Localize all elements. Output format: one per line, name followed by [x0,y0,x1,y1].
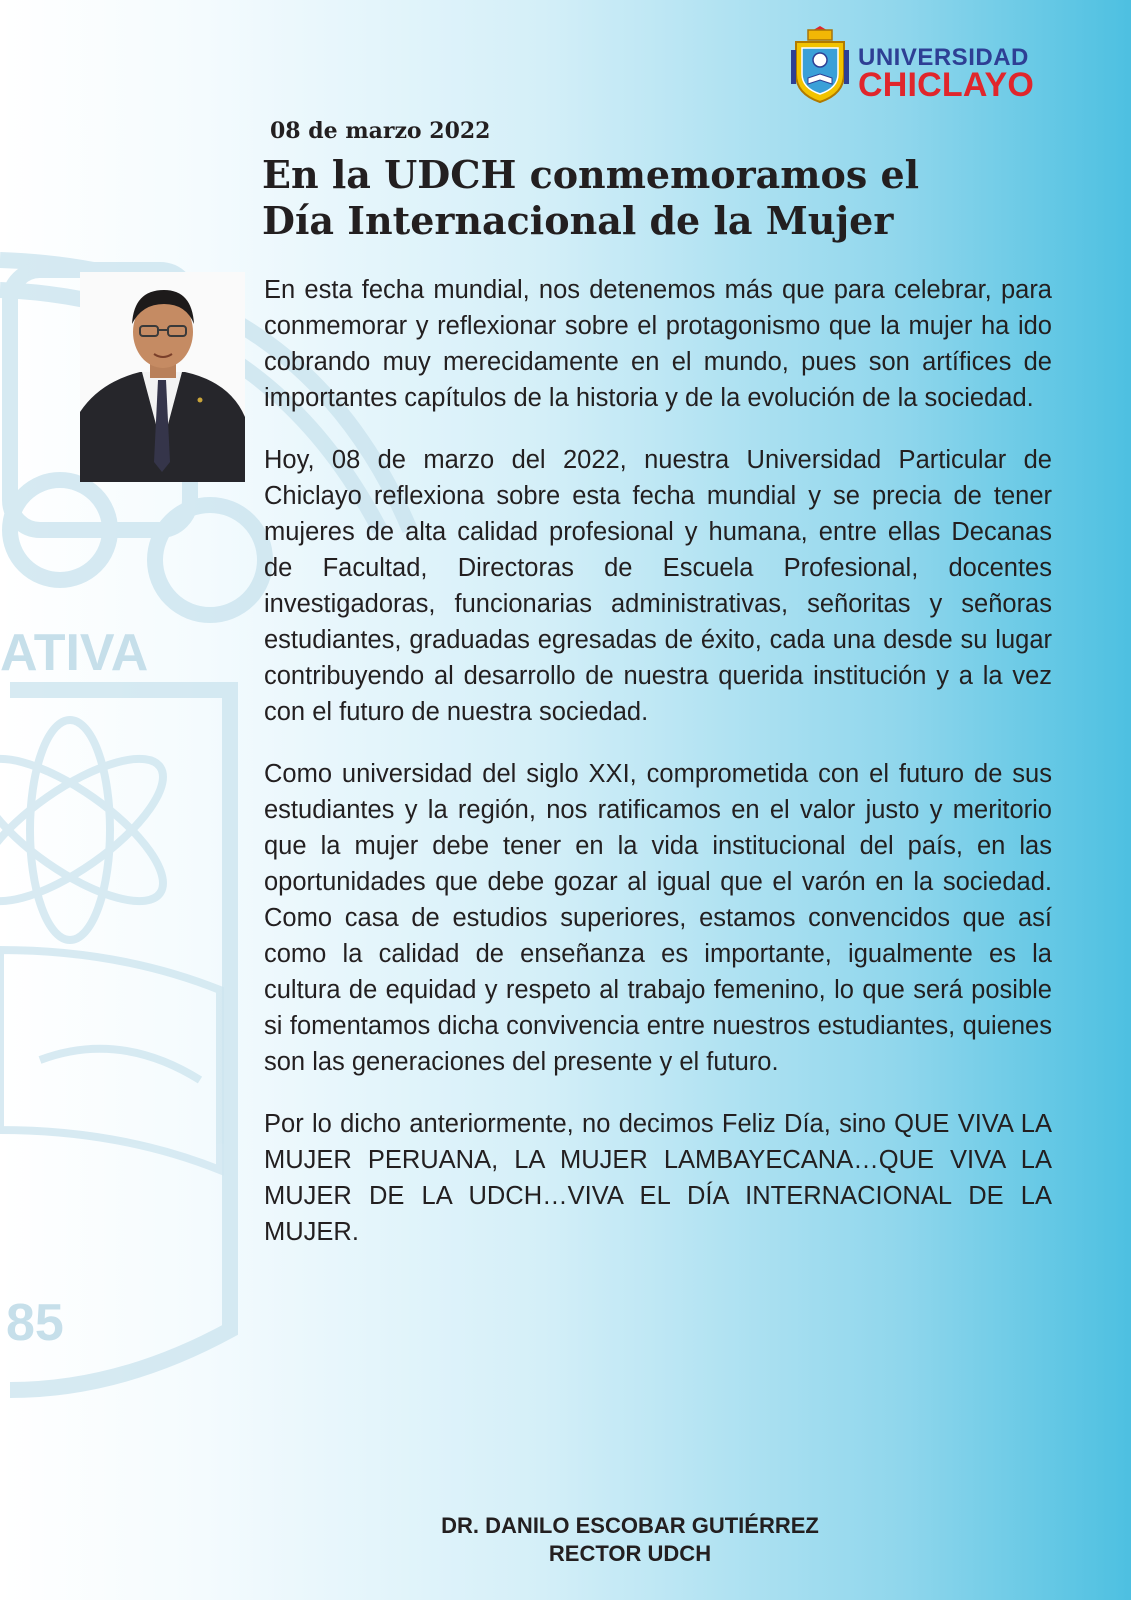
signatory-role: RECTOR UDCH [548,1541,712,1566]
signatory-name: DR. DANILO ESCOBAR GUTIÉRREZ [441,1513,819,1538]
university-shield-icon [790,24,850,104]
watermark-word: ATIVA [0,624,149,682]
paragraph-1: En esta fecha mundial, nos detenemos más que para celebrar, para conmemorar y reflexionar sobre el protagonismo que la mujer ha ido cobrando muy merecidamente en el mundo, pues son artífices de importantes capítulos de la historia y de la evolución de la sociedad. [264,276,1052,412]
message-body [264,272,1052,1276]
logo-line-universidad: UNIVERSIDAD [858,44,1029,71]
publication-date: 08 de marzo 2022 [270,118,491,144]
paragraph-3: Como universidad del siglo XXI, comprometida con el futuro de sus estudiantes y la región, nos ratificamos en el valor justo y meritorio que la mujer debe tener en la vida institucional del país, en las oportunidades que debe gozar al igual que el varón en la sociedad. Como casa de estudios superiores, estamos convencidos que así como la calidad de enseñanza es importante, igualmente es la cultura de equidad y respeto al trabajo femenino, lo que será posible si fomentamos dicha convivencia entre nuestros estudiantes, quienes son las generaciones del presente y el futuro. [264,760,1052,1076]
signature-block [330,1512,930,1568]
paragraph-2: Hoy, 08 de marzo del 2022, nuestra Universidad Particular de Chiclayo reflexiona sobre esta fecha mundial y se precia de tener mujeres de alta calidad profesional y humana, entre ellas Decanas de Facultad, Directoras de Escuela Profesional, docentes investigadoras, funcionarias administrativas, señoritas y señoras estudiantes, graduadas egresadas de éxito, cada una desde su lugar contribuyendo al desarrollo de nuestra querida institución y a la vez con el futuro de nuestra sociedad. [264,446,1052,726]
watermark-number: 85 [6,1294,64,1352]
page-title [262,152,1082,244]
paragraph-4: Por lo dicho anteriormente, no decimos Feliz Día, sino QUE VIVA LA MUJER PERUANA, LA MUJER LAMBAYECANA…QUE VIVA LA MUJER DE LA UDCH…VIVA EL DÍA INTERNACIONAL DE LA MUJER. [264,1110,1052,1246]
logo-line-chiclayo: CHICLAYO [858,66,1035,104]
logo-wordmark [858,46,1034,102]
title-line-1: En la UDCH conmemoramos el [262,152,920,197]
rector-photo [80,272,245,482]
title-line-2: Día Internacional de la Mujer [262,198,894,243]
